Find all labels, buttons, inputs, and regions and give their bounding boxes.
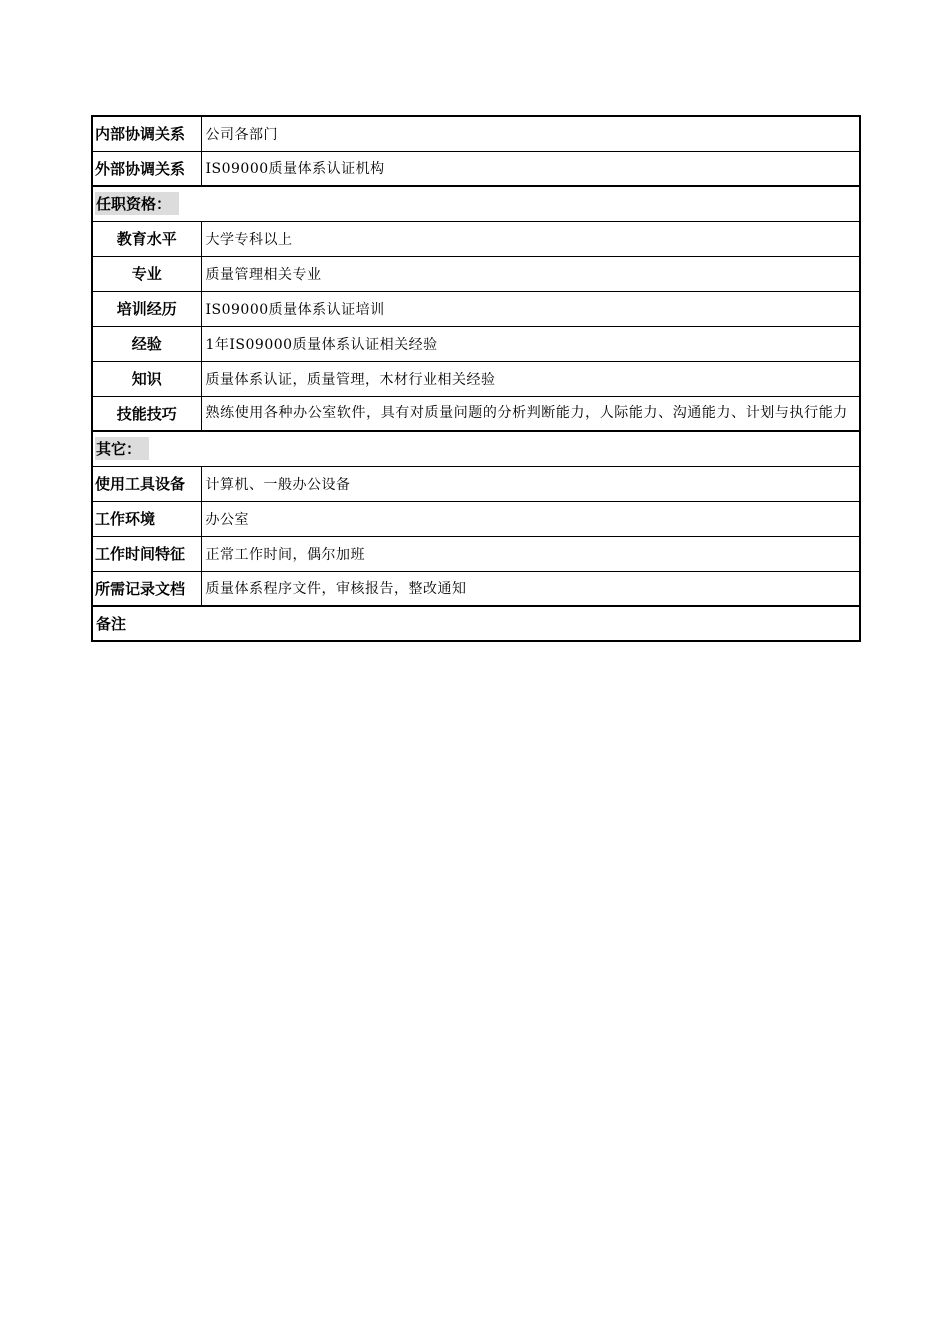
- work-hours-label: 工作时间特征: [92, 536, 201, 571]
- internal-coordination-label: 内部协调关系: [92, 116, 201, 151]
- qualifications-heading: 任职资格：: [95, 192, 179, 215]
- education-value: 大学专科以上: [201, 221, 860, 256]
- table-row: [92, 536, 860, 571]
- skills-label: 技能技巧: [92, 396, 201, 431]
- table-row: [92, 571, 860, 606]
- knowledge-value: 质量体系认证，质量管理，木材行业相关经验: [201, 361, 860, 396]
- major-label: 专业: [92, 256, 201, 291]
- table-row: [92, 396, 860, 431]
- training-value: IS09000质量体系认证培训: [201, 291, 860, 326]
- training-label: 培训经历: [92, 291, 201, 326]
- other-section: [92, 431, 860, 466]
- section-row: [92, 186, 860, 221]
- table-row: [92, 221, 860, 256]
- table-row: [92, 256, 860, 291]
- table-row: [92, 501, 860, 536]
- environment-value: 办公室: [201, 501, 860, 536]
- external-coordination-label: 外部协调关系: [92, 151, 201, 186]
- knowledge-label: 知识: [92, 361, 201, 396]
- section-row: [92, 606, 860, 641]
- work-hours-value: 正常工作时间，偶尔加班: [201, 536, 860, 571]
- table-row: [92, 466, 860, 501]
- experience-value: 1年IS09000质量体系认证相关经验: [201, 326, 860, 361]
- documents-label: 所需记录文档: [92, 571, 201, 606]
- major-value: 质量管理相关专业: [201, 256, 860, 291]
- internal-coordination-value: 公司各部门: [201, 116, 860, 151]
- education-label: 教育水平: [92, 221, 201, 256]
- table-row: [92, 361, 860, 396]
- remarks-section: [92, 606, 860, 641]
- remarks-heading: 备注: [96, 615, 127, 633]
- experience-label: 经验: [92, 326, 201, 361]
- qualifications-section: [92, 186, 860, 221]
- documents-value: 质量体系程序文件，审核报告，整改通知: [201, 571, 860, 606]
- tools-value: 计算机、一般办公设备: [201, 466, 860, 501]
- tools-label: 使用工具设备: [92, 466, 201, 501]
- environment-label: 工作环境: [92, 501, 201, 536]
- table-row: [92, 291, 860, 326]
- skills-value: 熟练使用各种办公室软件，具有对质量问题的分析判断能力，人际能力、沟通能力、计划与执行能力: [201, 396, 860, 431]
- other-heading: 其它：: [95, 437, 149, 460]
- external-coordination-value: IS09000质量体系认证机构: [201, 151, 860, 186]
- table-row: [92, 326, 860, 361]
- section-row: [92, 431, 860, 466]
- table-row: [92, 151, 860, 186]
- table-row: [92, 116, 860, 151]
- job-description-table: [91, 115, 861, 642]
